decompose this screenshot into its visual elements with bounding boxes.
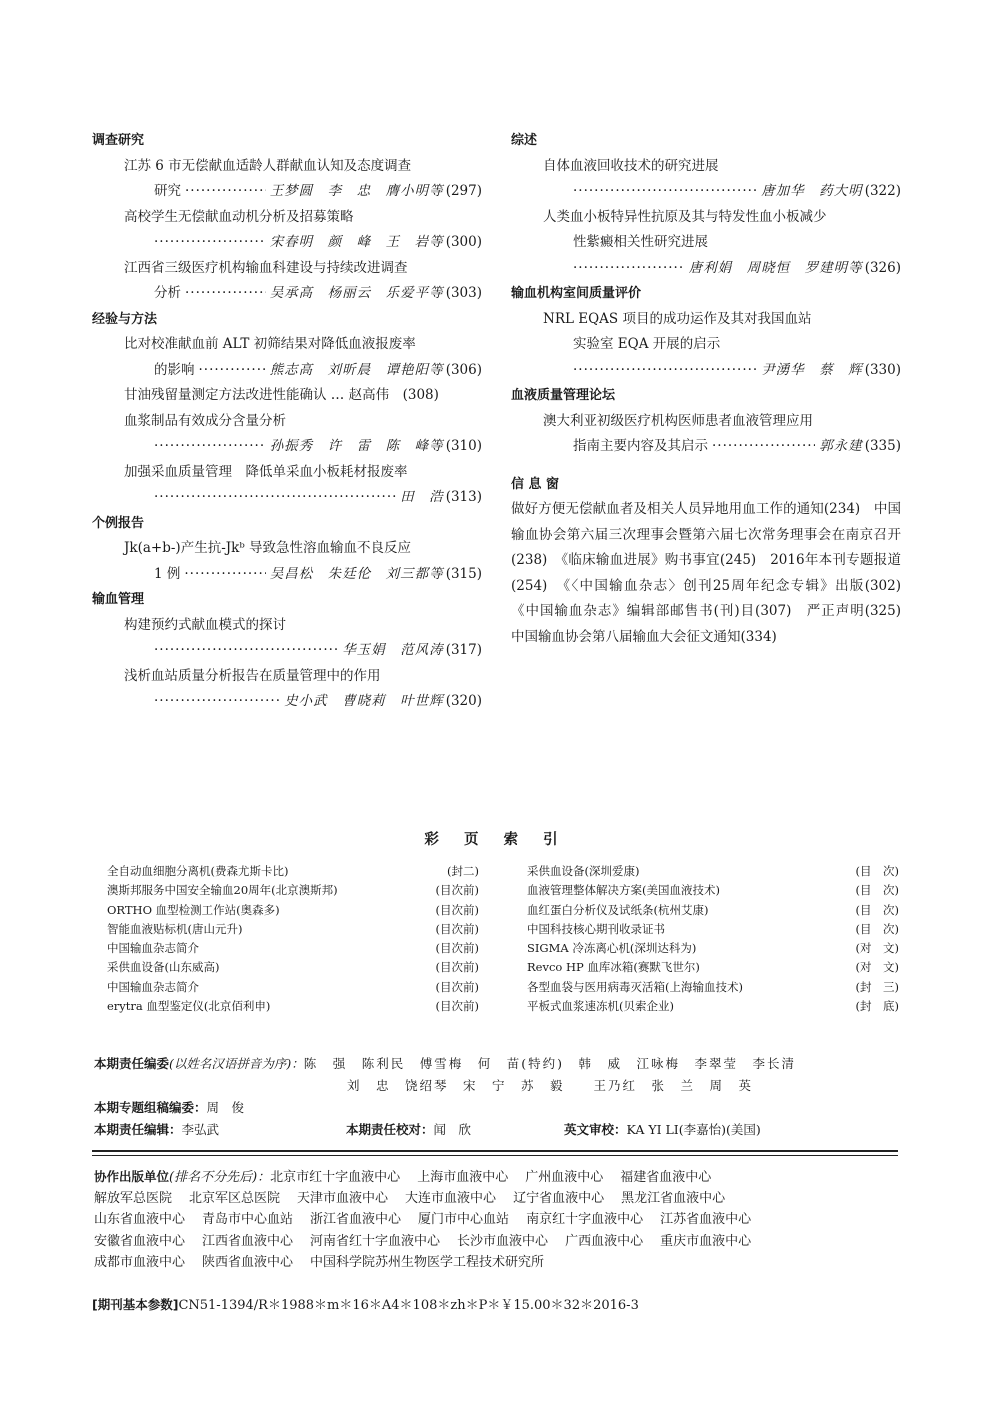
article-title-continued: 性紫癜相关性研究进展	[573, 234, 708, 250]
cooperation-row	[94, 1166, 904, 1188]
section-heading: 个例报告	[92, 515, 145, 531]
color-index-row	[107, 920, 479, 939]
cooperation-unit: 天津市血液中心	[297, 1190, 389, 1206]
article-byline	[511, 256, 901, 282]
color-index-name: 采供血设备(山东威高)	[107, 960, 220, 975]
color-index-position: (目次前)	[435, 902, 479, 917]
cooperation-unit: 南京红十字血液中心	[526, 1212, 644, 1227]
page-number: (300)	[445, 234, 482, 250]
cooperation-unit: 黑龙江省血液中心	[621, 1190, 726, 1206]
page-number: (326)	[864, 259, 901, 276]
params-value: CN51-1394/R＊1988＊m＊16＊A4＊108＊zh＊P＊￥15.00＊32＊2016-3	[178, 1298, 639, 1313]
cooperation-unit: 辽宁省血液中心	[513, 1190, 605, 1206]
color-index-name: 智能血液贴标机(唐山元升)	[107, 921, 243, 936]
color-index-row	[107, 901, 479, 920]
color-index-row	[107, 958, 479, 977]
cooperation-row	[94, 1188, 904, 1210]
page-number: (313)	[445, 489, 482, 505]
title-tail: 1 例	[154, 565, 181, 582]
article-byline	[511, 179, 901, 205]
authors: 宋春明 颜 峰 王 岩等	[269, 234, 444, 250]
cooperation-unit: 厦门市中心血站	[418, 1212, 510, 1227]
color-index-position: (目次前)	[435, 999, 479, 1014]
article-byline	[92, 179, 482, 205]
color-index-name: erytra 血型鉴定仪(北京佰利申)	[107, 999, 271, 1014]
toc-left-column	[92, 128, 482, 715]
page-number: (322)	[864, 183, 901, 199]
leader-dots	[185, 179, 266, 205]
section-heading: 输血机构室间质量评价	[511, 286, 642, 301]
cooperation-unit: 长沙市血液中心	[457, 1233, 549, 1249]
color-index-name: 澳斯邦服务中国安全输血20周年(北京澳斯邦)	[107, 883, 338, 898]
color-index-position: (目 次)	[855, 921, 899, 936]
color-index-row	[527, 881, 899, 900]
leader-dots	[154, 689, 280, 715]
cooperation-label: 协作出版单位	[94, 1169, 170, 1184]
color-index-name: SIGMA 冷冻离心机(深圳达科为)	[527, 941, 697, 956]
section-heading: 信 息 窗	[511, 476, 560, 492]
title-tail: 指南主要内容及其启示	[573, 438, 708, 454]
special-name: 周 俊	[206, 1100, 245, 1115]
cooperation-unit: 青岛市中心血站	[202, 1212, 294, 1227]
article-title-continued: 实验室 EQA 开展的启示	[573, 336, 721, 352]
authors: 郭永建	[819, 438, 863, 454]
cooperation-unit: 浙江省血液中心	[310, 1212, 402, 1227]
color-index-name: 全自动血细胞分离机(费森尤斯卡比)	[107, 864, 289, 878]
article-byline	[92, 358, 482, 384]
info-window-text: 做好方便无偿献血者及相关人员异地用血工作的通知(234) 中国输血协会第六届三次理事会暨第六届七次常务理事会在南京召开(238) 《临床输血进展》购书事宜(245) 2016年本刊专题报道(254) 《〈中国输血杂志〉创刊25周年纪念专辑》出版(302) 《中国输血杂志》编辑部邮售书(刊)目(307) 严正声明(325) 中国输血协会第八届输血大会征文通知(334)	[511, 501, 915, 645]
authors: 熊志高 刘昕晨 谭艳阳等	[269, 361, 444, 378]
authors: 王梦圆 李 忠 膺小明等	[269, 183, 444, 199]
color-index-position: (对 文)	[855, 960, 899, 975]
editor-label: 本期责任编辑：	[94, 1122, 182, 1137]
board-names-1: 陈 强 陈利民 傅雪梅 何 苗(特约) 韩 威 江咏梅 李翠莹 李长清	[303, 1056, 797, 1071]
article-byline	[92, 638, 482, 664]
article-title: 构建预约式献血模式的探讨	[124, 616, 286, 633]
color-index-row	[107, 862, 479, 881]
cooperation-row	[94, 1252, 904, 1274]
color-index-name: 血液管理整体解决方案(美国血液技术)	[527, 883, 720, 898]
cooperation-unit: 北京军区总医院	[189, 1190, 281, 1206]
article-byline	[92, 434, 482, 460]
page-number: (335)	[864, 438, 901, 454]
section-heading: 经验与方法	[92, 311, 158, 327]
page-number: (310)	[445, 438, 482, 454]
color-index-name: 血红蛋白分析仪及试纸条(杭州艾康)	[527, 902, 709, 917]
color-index-name: 采供血设备(深圳爱康)	[527, 864, 640, 878]
page-number: (320)	[445, 693, 482, 709]
cooperation-unit: 山东省血液中心	[94, 1212, 186, 1227]
english-label: 英文审校：	[564, 1122, 627, 1137]
color-index-right	[527, 862, 899, 1016]
color-index-position: (封 三)	[855, 979, 899, 994]
cooperation-unit: 解放军总医院	[94, 1190, 173, 1206]
article-title: 血浆制品有效成分含量分析	[124, 412, 286, 429]
params-label: [期刊基本参数]	[92, 1297, 179, 1312]
color-index-name: 中国输血杂志简介	[107, 941, 199, 956]
authors: 吴昌松 朱廷伦 刘三都等	[269, 565, 444, 582]
cooperation-unit: 广西血液中心	[565, 1233, 644, 1249]
authors: 唐加华 药大明	[761, 183, 863, 199]
color-index-row	[527, 901, 899, 920]
leader-dots	[573, 256, 685, 282]
title-tail: 研究	[154, 183, 181, 199]
divider-thin	[92, 1155, 898, 1156]
leader-dots	[154, 485, 396, 511]
color-index-row	[107, 881, 479, 900]
color-page-index-title: 彩 页 索 引	[424, 832, 568, 848]
page-number: (315)	[445, 565, 482, 582]
section-heading: 血液质量管理论坛	[511, 388, 616, 403]
color-index-row	[107, 997, 479, 1016]
color-index-row	[527, 939, 899, 958]
cooperation-unit: 江苏省血液中心	[660, 1212, 752, 1227]
leader-dots	[154, 434, 266, 460]
english-name: KA YI LI(李嘉怡)(美国)	[626, 1122, 761, 1137]
board-row-2	[94, 1075, 904, 1097]
cooperation-unit: 中国科学院苏州生物医学工程技术研究所	[310, 1255, 545, 1270]
leader-dots	[199, 358, 266, 384]
article-byline	[92, 230, 482, 256]
journal-params	[92, 1294, 639, 1313]
authors: 田 浩	[400, 489, 444, 505]
leader-dots	[573, 179, 757, 205]
color-index-position: (目 次)	[855, 864, 899, 878]
article-title: NRL EQAS 项目的成功运作及其对我国血站	[543, 310, 812, 327]
color-index-row	[527, 978, 899, 997]
color-index-name: 各型血袋与医用病毒灭活箱(上海输血技术)	[527, 979, 743, 994]
article-title: 澳大利亚初级医疗机构医师患者血液管理应用	[543, 412, 813, 429]
color-index-row	[527, 958, 899, 977]
spacer	[511, 460, 901, 472]
article-byline	[92, 562, 482, 588]
color-index-position: (封 底)	[855, 999, 899, 1014]
cooperation-unit: 安徽省血液中心	[94, 1233, 186, 1249]
article-title: 比对校准献血前 ALT 初筛结果对降低血液报废率	[124, 336, 416, 352]
proof-label: 本期责任校对：	[346, 1122, 434, 1137]
cooperation-unit: 福建省血液中心	[620, 1170, 712, 1185]
article-title: 甘油残留量测定方法改进性能确认 … 赵高伟 (308)	[124, 387, 439, 403]
authors: 吴承高 杨丽云 乐爱平等	[269, 285, 444, 301]
page-number: (317)	[445, 642, 482, 658]
leader-dots	[185, 281, 266, 307]
color-index-name: Revco HP 血库冰箱(赛默飞世尔)	[527, 960, 700, 975]
board-label: 本期责任编委	[94, 1056, 170, 1071]
article-byline	[511, 358, 901, 384]
leader-dots	[154, 230, 266, 256]
article-title: 浅析血站质量分析报告在质量管理中的作用	[124, 667, 381, 684]
page-number: (306)	[445, 361, 482, 378]
proof-name: 闻 欣	[433, 1122, 472, 1137]
color-index-position: (目次前)	[435, 979, 479, 994]
article-title: 人类血小板特异性抗原及其与特发性血小板减少	[543, 208, 827, 225]
authors: 唐利娟 周晓恒 罗建明等	[688, 259, 863, 276]
color-index-position: (目次前)	[435, 921, 479, 936]
divider-thick	[92, 1150, 898, 1152]
page-number: (303)	[445, 285, 482, 301]
cooperation-row	[94, 1209, 904, 1231]
cooperation-note: (排名不分先后)：	[169, 1170, 271, 1185]
cooperation-unit: 江西省血液中心	[202, 1233, 294, 1249]
color-index-position: (目 次)	[855, 883, 899, 898]
cooperation-unit: 成都市血液中心	[94, 1255, 186, 1270]
section-heading: 输血管理	[92, 592, 145, 607]
color-index-position: (目次前)	[435, 960, 479, 975]
board-names-2: 刘 忠 饶绍琴 宋 宁 苏 毅 王乃红 张 兰 周 英	[347, 1078, 754, 1093]
article-byline	[92, 281, 482, 307]
toc-right-column	[511, 128, 915, 650]
article-byline	[92, 485, 482, 511]
responsible-row	[94, 1119, 904, 1141]
authors: 华玉娟 范风涛	[342, 642, 444, 658]
leader-dots	[154, 638, 338, 664]
color-index-left	[107, 862, 479, 1016]
section-heading: 调查研究	[92, 133, 145, 148]
special-label: 本期专题组稿编委：	[94, 1100, 207, 1115]
cooperation-block	[94, 1166, 904, 1274]
article-title: 自体血液回收技术的研究进展	[543, 157, 719, 174]
authors: 史小武 曹晓莉 叶世辉	[284, 693, 444, 709]
color-index-row	[527, 920, 899, 939]
cooperation-unit: 北京市红十字血液中心	[270, 1170, 401, 1185]
color-index-position: (目 次)	[855, 902, 899, 917]
color-index-name: 平板式血浆速冻机(贝索企业)	[527, 999, 674, 1014]
editors-block	[94, 1053, 904, 1141]
article-title: 加强采血质量管理 降低单采血小板耗材报废率	[124, 463, 408, 480]
cooperation-unit: 上海市血液中心	[417, 1170, 509, 1185]
cooperation-unit: 陕西省血液中心	[202, 1255, 294, 1270]
color-index-row	[107, 939, 479, 958]
color-index-position: (封二)	[447, 864, 479, 878]
authors: 尹湧华 蔡 辉	[761, 361, 863, 378]
color-index-position: (对 文)	[855, 941, 899, 956]
color-index-position: (目次前)	[435, 883, 479, 898]
article-title: 江苏 6 市无偿献血适龄人群献血认知及态度调查	[124, 157, 412, 174]
leader-dots	[573, 358, 757, 384]
cooperation-unit: 广州血液中心	[525, 1170, 604, 1185]
article-title: 高校学生无偿献血动机分析及招募策略	[124, 208, 354, 225]
color-index-row	[107, 978, 479, 997]
color-index-row	[527, 862, 899, 881]
leader-dots	[184, 562, 265, 588]
title-tail: 分析	[154, 285, 181, 301]
page-number: (330)	[864, 361, 901, 378]
cooperation-unit: 大连市血液中心	[405, 1190, 497, 1206]
article-title: Jk(a+b-)产生抗-Jkᵇ 导致急性溶血输血不良反应	[124, 540, 412, 556]
title-tail: 的影响	[154, 361, 195, 378]
cooperation-unit: 重庆市血液中心	[660, 1233, 752, 1249]
article-byline	[92, 689, 482, 715]
color-index-name: ORTHO 血型检测工作站(奥森多)	[107, 902, 280, 917]
cooperation-unit: 河南省红十字血液中心	[310, 1233, 441, 1249]
editor-name: 李弘武	[181, 1122, 220, 1137]
color-index-name: 中国科技核心期刊收录证书	[527, 921, 665, 936]
article-byline	[511, 434, 901, 460]
article-title: 江西省三级医疗机构输血科建设与持续改进调查	[124, 259, 408, 276]
board-note: (以姓名汉语拼音为序)：	[169, 1056, 304, 1071]
cooperation-row	[94, 1231, 904, 1253]
authors: 孙振秀 许 雷 陈 峰等	[269, 438, 444, 454]
board-row-1	[94, 1053, 904, 1075]
color-index-row	[527, 997, 899, 1016]
color-index-name: 中国输血杂志简介	[107, 979, 199, 994]
color-index-position: (目次前)	[435, 941, 479, 956]
page-number: (297)	[445, 183, 482, 199]
leader-dots	[712, 434, 815, 460]
section-heading: 综述	[511, 133, 538, 148]
special-editor-row	[94, 1097, 904, 1119]
